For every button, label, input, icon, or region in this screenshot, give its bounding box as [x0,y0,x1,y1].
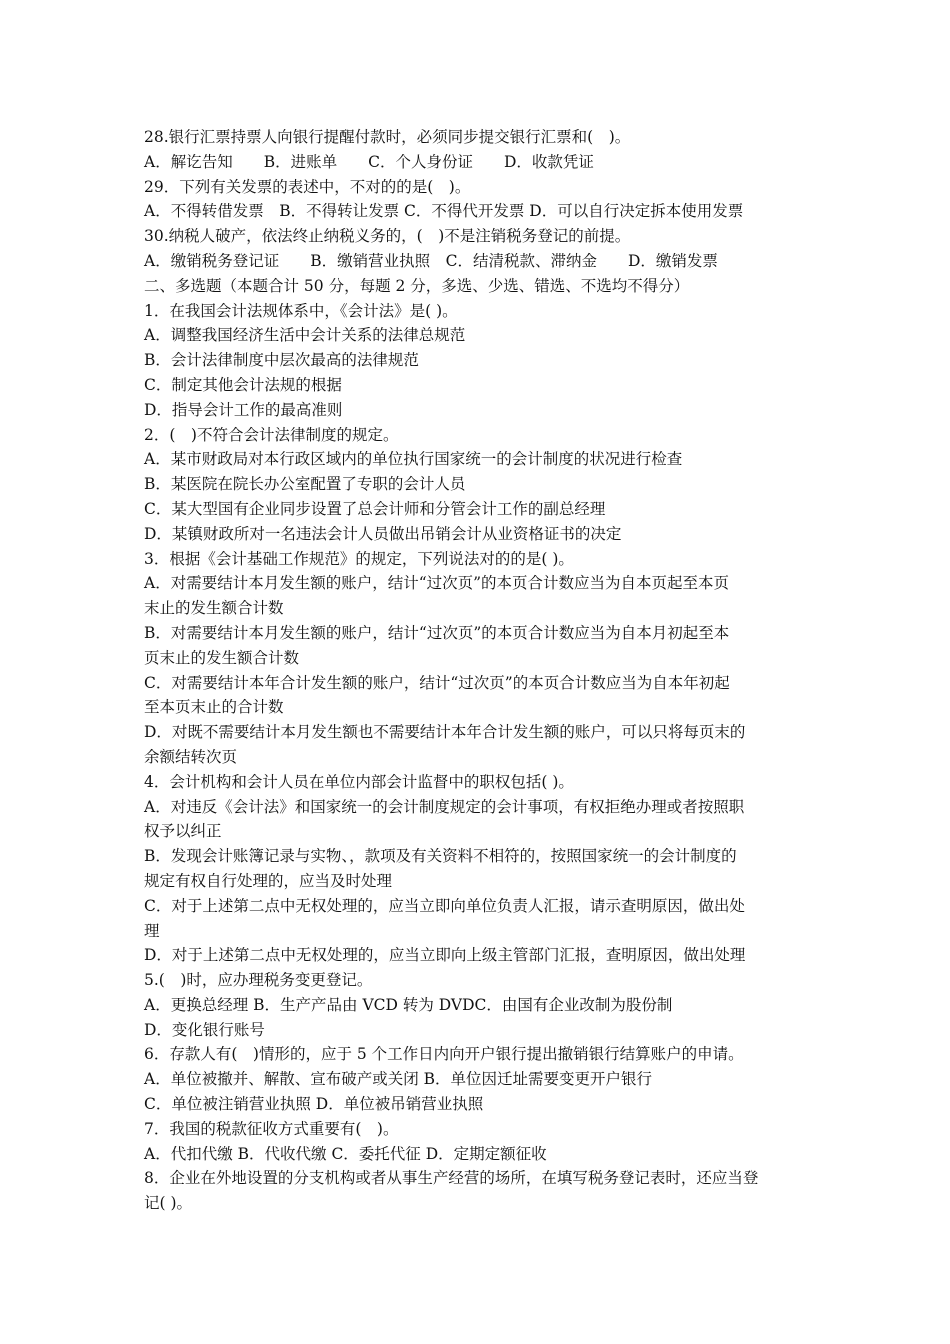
question-28-options: A．解讫告知 B．进账单 C．个人身份证 D．收款凭证 [144,152,594,171]
mc-question-4-option-c-cont: 理 [144,921,160,940]
mc-question-6-options-cd: C．单位被注销营业执照 D．单位被吊销营业执照 [144,1095,484,1114]
mc-question-6-options-ab: A．单位被撤并、解散、宣布破产或关闭 B．单位因迁址需要变更开户银行 [144,1070,653,1089]
question-29: 29．下列有关发票的表述中，不对的的是( )。 [144,177,471,196]
mc-question-3: 3．根据《会计基础工作规范》的规定，下列说法对的的是( )。 [144,549,574,568]
mc-question-6: 6．存款人有( )情形的，应于 5 个工作日内向开户银行提出撤销银行结算账户的申请。 [144,1045,744,1064]
mc-question-2-option-a: A．某市财政局对本行政区域内的单位执行国家统一的会计制度的状况进行检查 [144,450,683,469]
mc-question-2: 2．( )不符合会计法律制度的规定。 [144,425,399,444]
mc-question-3-option-c-cont: 至本页末止的合计数 [144,698,284,717]
mc-question-4-option-a-cont: 权予以纠正 [144,822,222,841]
mc-question-5-option-d: D．变化银行账号 [144,1020,265,1039]
mc-question-3-option-d: D．对既不需要结计本月发生额也不需要结计本年合计发生额的账户，可以只将每页末的 [144,723,746,742]
mc-question-7: 7．我国的税款征收方式重要有( )。 [144,1119,399,1138]
mc-question-3-option-c: C．对需要结计本年合计发生额的账户，结计“过次页”的本页合计数应当为自本年初起 [144,673,730,692]
mc-question-1-option-a: A．调整我国经济生活中会计关系的法律总规范 [144,326,466,345]
mc-question-4-option-c: C．对于上述第二点中无权处理的，应当立即向单位负责人汇报，请示查明原因，做出处 [144,896,745,915]
mc-question-4-option-b: B．发现会计账簿记录与实物、，款项及有关资料不相符的，按照国家统一的会计制度的 [144,847,737,866]
mc-question-2-option-c: C．某大型国有企业同步设置了总会计师和分管会计工作的副总经理 [144,499,606,518]
mc-question-7-options: A．代扣代缴 B．代收代缴 C．委托代征 D．定期定额征收 [144,1144,547,1163]
question-29-options: A．不得转借发票 B．不得转让发票 C．不得代开发票 D．可以自行决定拆本使用发票 [144,202,744,221]
mc-question-3-option-b: B．对需要结计本月发生额的账户，结计“过次页”的本页合计数应当为自本月初起至本 [144,623,730,642]
mc-question-3-option-a-cont: 末止的发生额合计数 [144,599,284,618]
mc-question-4: 4．会计机构和会计人员在单位内部会计监督中的职权包括( )。 [144,772,574,791]
mc-question-1-option-d: D．指导会计工作的最高准则 [144,400,343,419]
question-28: 28.银行汇票持票人向银行提醒付款时，必须同步提交银行汇票和( )。 [144,128,631,146]
mc-question-4-option-a: A．对违反《会计法》和国家统一的会计制度规定的会计事项，有权拒绝办理或者按照职 [144,797,745,816]
mc-question-2-option-b: B．某医院在院长办公室配置了专职的会计人员 [144,475,466,494]
mc-question-8-cont: 记( )。 [144,1194,193,1213]
mc-question-5-options-abc: A．更换总经理 B．生产产品由 VCD 转为 DVDC．由国有企业改制为股份制 [144,995,673,1014]
mc-question-4-option-b-cont: 规定有权自行处理的，应当及时处理 [144,871,393,890]
mc-question-3-option-a: A．对需要结计本月发生额的账户，结计“过次页”的本页合计数应当为自本页起至本页 [144,574,730,593]
mc-question-1-option-c: C．制定其他会计法规的根据 [144,375,342,394]
mc-question-3-option-d-cont: 余额结转次页 [144,747,238,766]
mc-question-8: 8．企业在外地设置的分支机构或者从事生产经营的场所，在填写税务登记表时，还应当登 [144,1169,759,1188]
document-body [144,125,808,1216]
mc-question-1: 1．在我国会计法规体系中，《会计法》是( )。 [144,301,458,320]
mc-question-5: 5.( )时，应办理税务变更登记。 [144,971,373,990]
question-30: 30.纳税人破产，依法终止纳税义务的，( )不是注销税务登记的前提。 [144,227,631,246]
mc-question-4-option-d: D．对于上述第二点中无权处理的，应当立即向上级主管部门汇报，查明原因，做出处理 [144,946,746,965]
question-30-options: A．缴销税务登记证 B．缴销营业执照 C．结清税款、滞纳金 D．缴销发票 [144,251,718,270]
mc-question-1-option-b: B．会计法律制度中层次最高的法律规范 [144,351,419,370]
mc-question-3-option-b-cont: 页末止的发生额合计数 [144,648,300,667]
section-heading-multiple-choice: 二、多选题（本题合计 50 分，每题 2 分，多选、少选、错选、不选均不得分） [144,276,690,295]
mc-question-2-option-d: D．某镇财政所对一名违法会计人员做出吊销会计从业资格证书的决定 [144,524,622,543]
